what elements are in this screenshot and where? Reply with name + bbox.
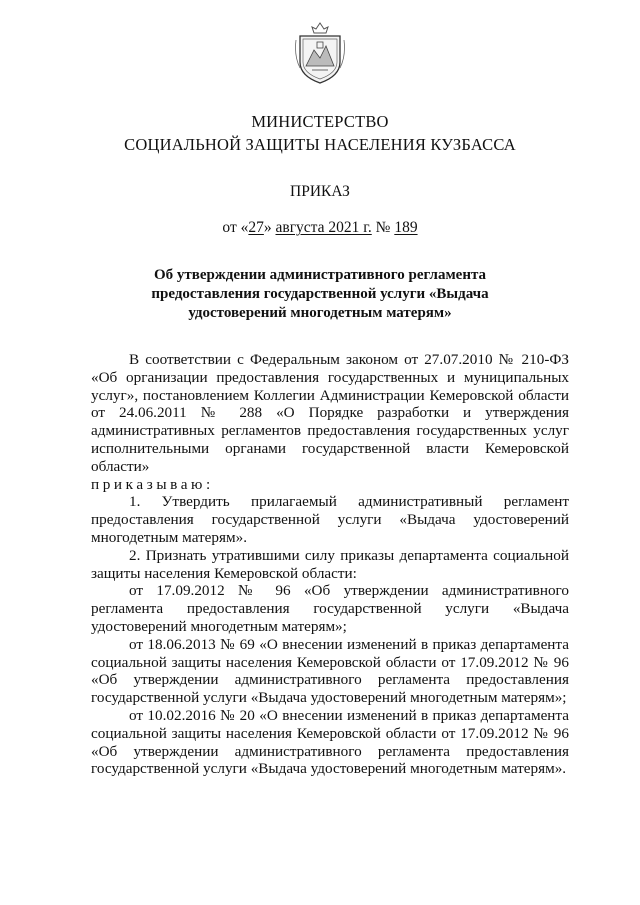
item-2-paragraph: 2. Признать утратившими силу приказы департамента социальной защиты населения Кемеровской области: xyxy=(91,546,569,582)
preamble-paragraph: В соответствии с Федеральным законом от 27.07.2010 № 210-ФЗ «Об организации предоставления государственных и муниципальных услуг», постановлением Коллегии Администрации Кемеровской области от 24.06.2011 № 288 «О Порядке разработки и утверждения административных регламентов предоставления государственных услуг исполнительными органами государственной власти Кемеровской области» xyxy=(91,351,569,475)
title-line-2: предоставления государственной услуги «Выдача xyxy=(151,286,489,302)
date-prefix: от « xyxy=(222,219,249,236)
title-line-1: Об утверждении административного регламента xyxy=(153,267,487,283)
order-word xyxy=(91,476,569,494)
title-line-3: удостоверений многодетным матерям» xyxy=(188,305,452,321)
ministry-name xyxy=(0,110,640,156)
document-type: ПРИКАЗ xyxy=(290,183,350,200)
document-body xyxy=(91,351,569,778)
date-mid: » xyxy=(263,219,276,236)
sub-item-3-paragraph: от 10.02.2016 № 20 «О внесении изменений в приказ департамента социальной защиты населения Кемеровской области от 17.09.2012 № 96 «Об утверждении административного регламента предоставления государственной услуги «Выдача удостоверений многодетным матерям». xyxy=(91,706,569,778)
order-word-text: приказываю: xyxy=(91,475,214,493)
document-number: 189 xyxy=(394,219,418,236)
document-title xyxy=(120,266,520,323)
document-date-line xyxy=(0,219,640,237)
ministry-line-2: СОЦИАЛЬНОЙ ЗАЩИТЫ НАСЕЛЕНИЯ КУЗБАССА xyxy=(124,135,516,154)
sub-item-1-paragraph: от 17.09.2012 № 96 «Об утверждении административного регламента предоставления государственной услуги «Выдача удостоверений многодетным матерям»; xyxy=(91,582,569,635)
date-day: 27 xyxy=(248,219,264,236)
sub-item-2-paragraph: от 18.06.2013 № 69 «О внесении изменений в приказ департамента социальной защиты населения Кемеровской области от 17.09.2012 № 96 «Об утверждении административного регламента предоставления государственной услуги «Выдача удостоверений многодетным матерям»; xyxy=(91,635,569,707)
item-1-paragraph: 1. Утвердить прилагаемый административный регламент предоставления государственной услуги «Выдача удостоверений многодетным матерям». xyxy=(91,493,569,546)
date-month-year: августа 2021 г. xyxy=(275,219,372,236)
coat-of-arms-icon xyxy=(294,22,346,84)
ministry-line-1: МИНИСТЕРСТВО xyxy=(251,112,389,131)
number-prefix: № xyxy=(371,219,395,236)
